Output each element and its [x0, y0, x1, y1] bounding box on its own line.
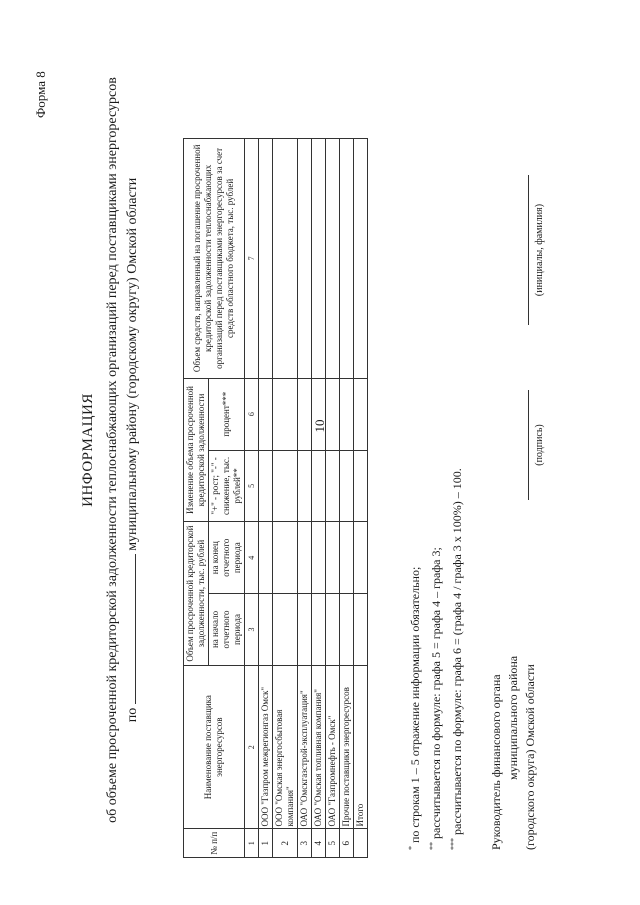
page-number: 10 [312, 419, 327, 433]
header-change-abs: "+" - рост; "-" - снижение, тыс. рублей** [209, 450, 245, 522]
table-row [340, 139, 354, 858]
table-row [273, 139, 298, 858]
row-number: 3 [298, 829, 312, 858]
column-index: 6 [245, 378, 259, 450]
footnote-text: рассчитывается по формуле: графа 6 = (графа 4 / графа 3 х 100%) – 100. [450, 468, 464, 835]
signer-role-line: (городского округа) Омской области [523, 664, 537, 850]
subtitle-line-1: об объеме просроченной кредиторской задолженности теплоснабжающих организаций перед поставщиками энергоресурсов [105, 77, 120, 823]
table-row [312, 139, 326, 858]
change-pct-cell [312, 378, 326, 450]
funds-cell [326, 139, 340, 379]
table-row [326, 139, 340, 858]
footnote-text: по строкам 1 – 5 отражение информации обязательно; [408, 566, 422, 843]
column-index: 1 [245, 829, 259, 858]
table-row [259, 139, 273, 858]
header-change-pct: процент*** [209, 378, 245, 450]
debt-start-cell [259, 594, 273, 666]
debt-report-table [183, 138, 368, 858]
column-index: 2 [245, 665, 259, 829]
debt-start-cell [340, 594, 354, 666]
form-label: Форма 8 [33, 71, 48, 118]
signature-block [488, 50, 598, 850]
row-number: 2 [273, 829, 298, 858]
header-debt-start: на начало отчетного периода [209, 594, 245, 666]
signer-role-line: Руководитель финансового органа [489, 674, 503, 850]
funds-cell [259, 139, 273, 379]
change-abs-cell [312, 450, 326, 522]
debt-end-cell [340, 522, 354, 594]
funds-cell [273, 139, 298, 379]
change-abs-cell [354, 450, 368, 522]
footnote-mark: * [407, 846, 416, 850]
funds-cell [298, 139, 312, 379]
debt-end-cell [273, 522, 298, 594]
debt-start-cell [298, 594, 312, 666]
funds-cell [312, 139, 326, 379]
debt-end-cell [259, 522, 273, 594]
header-debt-end: на конец отчетного периода [209, 522, 245, 594]
row-number: 6 [340, 829, 354, 858]
change-pct-cell [340, 378, 354, 450]
funds-cell [340, 139, 354, 379]
supplier-name: ООО "Газпром межрегионгаз Омск" [259, 665, 273, 829]
footnote-text: рассчитывается по формуле: графа 5 = графа 4 – графа 3; [429, 547, 443, 839]
footnote [424, 50, 445, 850]
debt-start-cell [326, 594, 340, 666]
form-sheet [8, 20, 608, 880]
signature-caption: (подпись) [534, 424, 545, 466]
row-number [354, 829, 368, 858]
column-index: 3 [245, 594, 259, 666]
change-pct-cell [273, 378, 298, 450]
supplier-name: ОАО "Омскгазстрой-эксплуатация" [298, 665, 312, 829]
subtitle-line-2 [122, 50, 142, 850]
document-title: ИНФОРМАЦИЯ [80, 393, 96, 507]
debt-end-cell [354, 522, 368, 594]
change-pct-cell [298, 378, 312, 450]
row-number: 1 [259, 829, 273, 858]
change-abs-cell [298, 450, 312, 522]
change-abs-cell [259, 450, 273, 522]
header-change-group: Изменение объема просроченной кредиторской задолженности [184, 378, 209, 522]
municipality-blank [122, 554, 136, 704]
header-name: Наименование поставщика энергоресурсов [184, 665, 245, 829]
change-pct-cell [326, 378, 340, 450]
footnote [445, 50, 466, 850]
total-row [354, 139, 368, 858]
signer-role [488, 656, 539, 850]
column-index-row [245, 139, 259, 858]
column-index: 5 [245, 450, 259, 522]
subtitle-prefix: по [125, 707, 140, 723]
change-abs-cell [326, 450, 340, 522]
change-abs-cell [340, 450, 354, 522]
debt-start-cell [273, 594, 298, 666]
total-label: Итого [354, 665, 368, 829]
row-number: 5 [326, 829, 340, 858]
funds-cell [354, 139, 368, 379]
signer-role-line: муниципального района [506, 655, 520, 780]
supplier-name: ОАО "Омская топливная компания" [312, 665, 326, 829]
supplier-name: ООО "Омская энергосбытовая компания" [273, 665, 298, 829]
header-funds: Объем средств, направленный на погашение просроченной кредиторской задолженности теплоснабжающих организаций перед поставщиками энергоресурсов за счет средств областного бюджета, тыс. рублей [184, 139, 245, 379]
footnote [403, 50, 424, 850]
debt-end-cell [326, 522, 340, 594]
change-pct-cell [259, 378, 273, 450]
footnote-mark: ** [428, 842, 437, 850]
footnotes [403, 50, 466, 850]
table-row [298, 139, 312, 858]
debt-start-cell [312, 594, 326, 666]
debt-start-cell [354, 594, 368, 666]
debt-end-cell [298, 522, 312, 594]
header-debt-group: Объем просроченной кредиторской задолженности, тыс. рублей [184, 522, 209, 666]
signature-line [528, 390, 529, 500]
row-number: 4 [312, 829, 326, 858]
debt-end-cell [312, 522, 326, 594]
footnote-mark: *** [449, 838, 458, 850]
change-pct-cell [354, 378, 368, 450]
header-num: № п/п [184, 829, 245, 858]
change-abs-cell [273, 450, 298, 522]
supplier-name: Прочие поставщики энергоресурсов [340, 665, 354, 829]
name-line [528, 175, 529, 325]
column-index: 7 [245, 139, 259, 379]
subtitle-suffix: муниципальному району (городскому округу) Омской области [125, 177, 140, 551]
supplier-name: ОАО "Газпромнефть - Омск" [326, 665, 340, 829]
name-caption: (инициалы, фамилия) [534, 203, 545, 297]
document-subtitle [103, 50, 142, 850]
column-index: 4 [245, 522, 259, 594]
